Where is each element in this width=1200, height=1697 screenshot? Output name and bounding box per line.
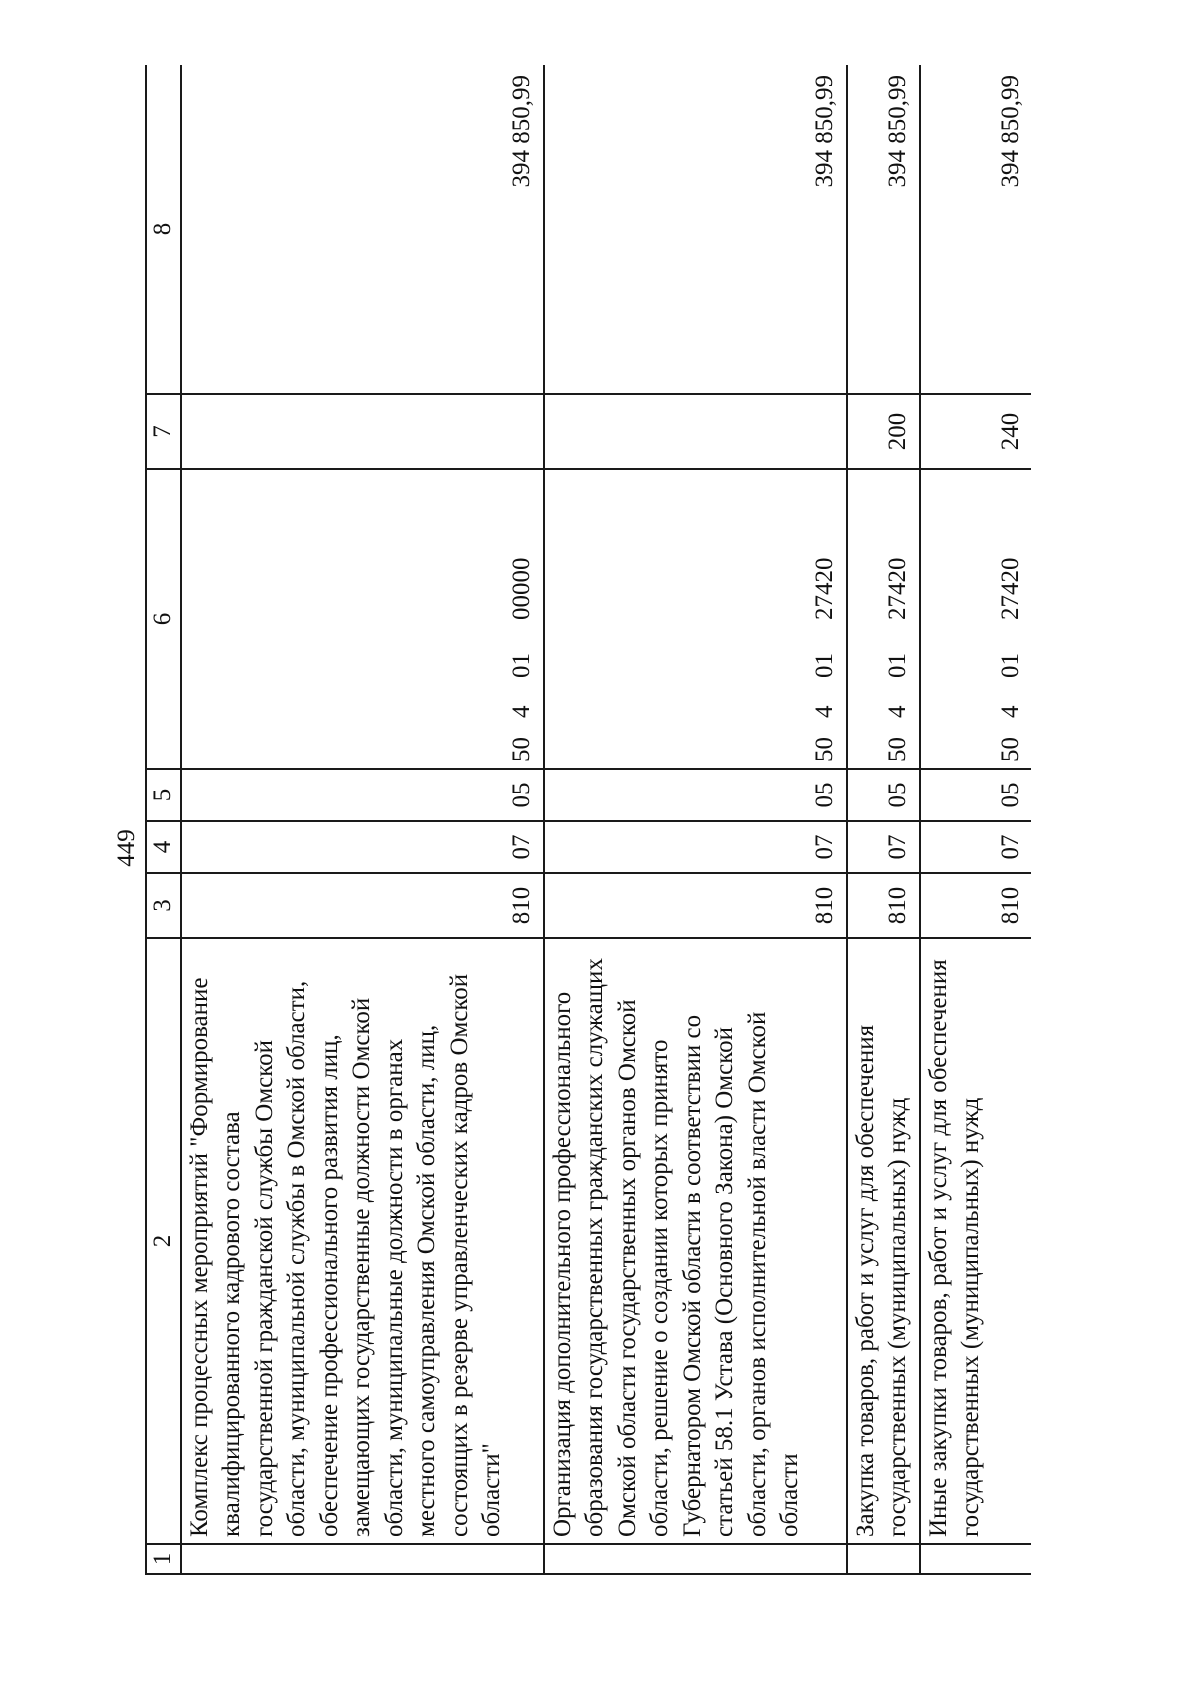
target-article-part: 01 [884, 653, 911, 678]
budget-table [145, 65, 1031, 1575]
target-article-cell [920, 469, 1032, 769]
code-cell: 810 [544, 873, 847, 938]
target-article-part: 27420 [997, 557, 1024, 620]
description-cell: Иные закупки товаров, работ и услуг для обеспечения государственных (муниципальных) нужд [920, 938, 1032, 1544]
section-cell: 07 [181, 821, 544, 873]
header-col-1: 1 [146, 1544, 181, 1574]
target-article-part: 50 [508, 737, 535, 762]
target-article-cell [181, 469, 544, 769]
description-cell: Закупка товаров, работ и услуг для обеспечения государственных (муниципальных) нужд [847, 938, 920, 1544]
target-article-cell [544, 469, 847, 769]
row-index-cell [181, 1544, 544, 1574]
rotated-table-area [145, 65, 1031, 1575]
header-col-5: 5 [146, 769, 181, 821]
section-cell: 07 [847, 821, 920, 873]
code-cell: 810 [920, 873, 1032, 938]
subsection-cell: 05 [847, 769, 920, 821]
target-article-part: 01 [997, 653, 1024, 678]
subsection-cell: 05 [920, 769, 1032, 821]
target-article-part: 00000 [508, 557, 535, 620]
expense-type-cell: 240 [920, 394, 1032, 469]
header-row [146, 65, 181, 1574]
table-row [181, 65, 544, 1574]
subsection-cell: 05 [544, 769, 847, 821]
amount-cell: 394 850,99 [847, 65, 920, 394]
amount-cell: 394 850,99 [920, 65, 1032, 394]
header-col-4: 4 [146, 821, 181, 873]
code-cell: 810 [181, 873, 544, 938]
row-index-cell [920, 1544, 1032, 1574]
target-article-part: 4 [508, 705, 535, 718]
target-article-part: 01 [508, 653, 535, 678]
target-article-part: 4 [884, 705, 911, 718]
amount-cell: 394 850,99 [181, 65, 544, 394]
expense-type-cell [544, 394, 847, 469]
header-col-3: 3 [146, 873, 181, 938]
table-row [847, 65, 920, 1574]
expense-type-cell [181, 394, 544, 469]
section-cell: 07 [544, 821, 847, 873]
section-cell: 07 [920, 821, 1032, 873]
expense-type-cell: 200 [847, 394, 920, 469]
target-article-part: 4 [997, 705, 1024, 718]
header-col-6: 6 [146, 469, 181, 769]
target-article-part: 01 [811, 653, 838, 678]
page-number: 449 [113, 829, 140, 867]
description-cell: Комплекс процессных мероприятий "Формирование квалифицированного кадрового состава государственной гражданской службы Омской области, муниципальной службы в Омской области, обеспечение профессионального развития лиц, замещающих государственные должности Омской области, муниципальные должности в органах местного самоуправления Омской области, лиц, состоящих в резерве управленческих кадров Омской области" [181, 938, 544, 1544]
target-article-part: 4 [811, 705, 838, 718]
target-article-cell [847, 469, 920, 769]
code-cell: 810 [847, 873, 920, 938]
header-col-2: 2 [146, 938, 181, 1544]
table-row [544, 65, 847, 1574]
target-article-part: 50 [997, 737, 1024, 762]
header-col-8: 8 [146, 65, 181, 394]
subsection-cell: 05 [181, 769, 544, 821]
target-article-part: 50 [884, 737, 911, 762]
amount-cell: 394 850,99 [544, 65, 847, 394]
target-article-part: 27420 [884, 557, 911, 620]
row-index-cell [847, 1544, 920, 1574]
table-row [920, 65, 1032, 1574]
description-cell: Организация дополнительного профессионального образования государственных гражданских служащих Омской области государственных органов Омской области, решение о создании которых принято Губернатором Омской области в соответствии со статьей 58.1 Устава (Основного Закона) Омской области, органов исполнительной власти Омской области [544, 938, 847, 1544]
target-article-part: 50 [811, 737, 838, 762]
table-container [145, 65, 1031, 1575]
target-article-part: 27420 [811, 557, 838, 620]
header-col-7: 7 [146, 394, 181, 469]
row-index-cell [544, 1544, 847, 1574]
